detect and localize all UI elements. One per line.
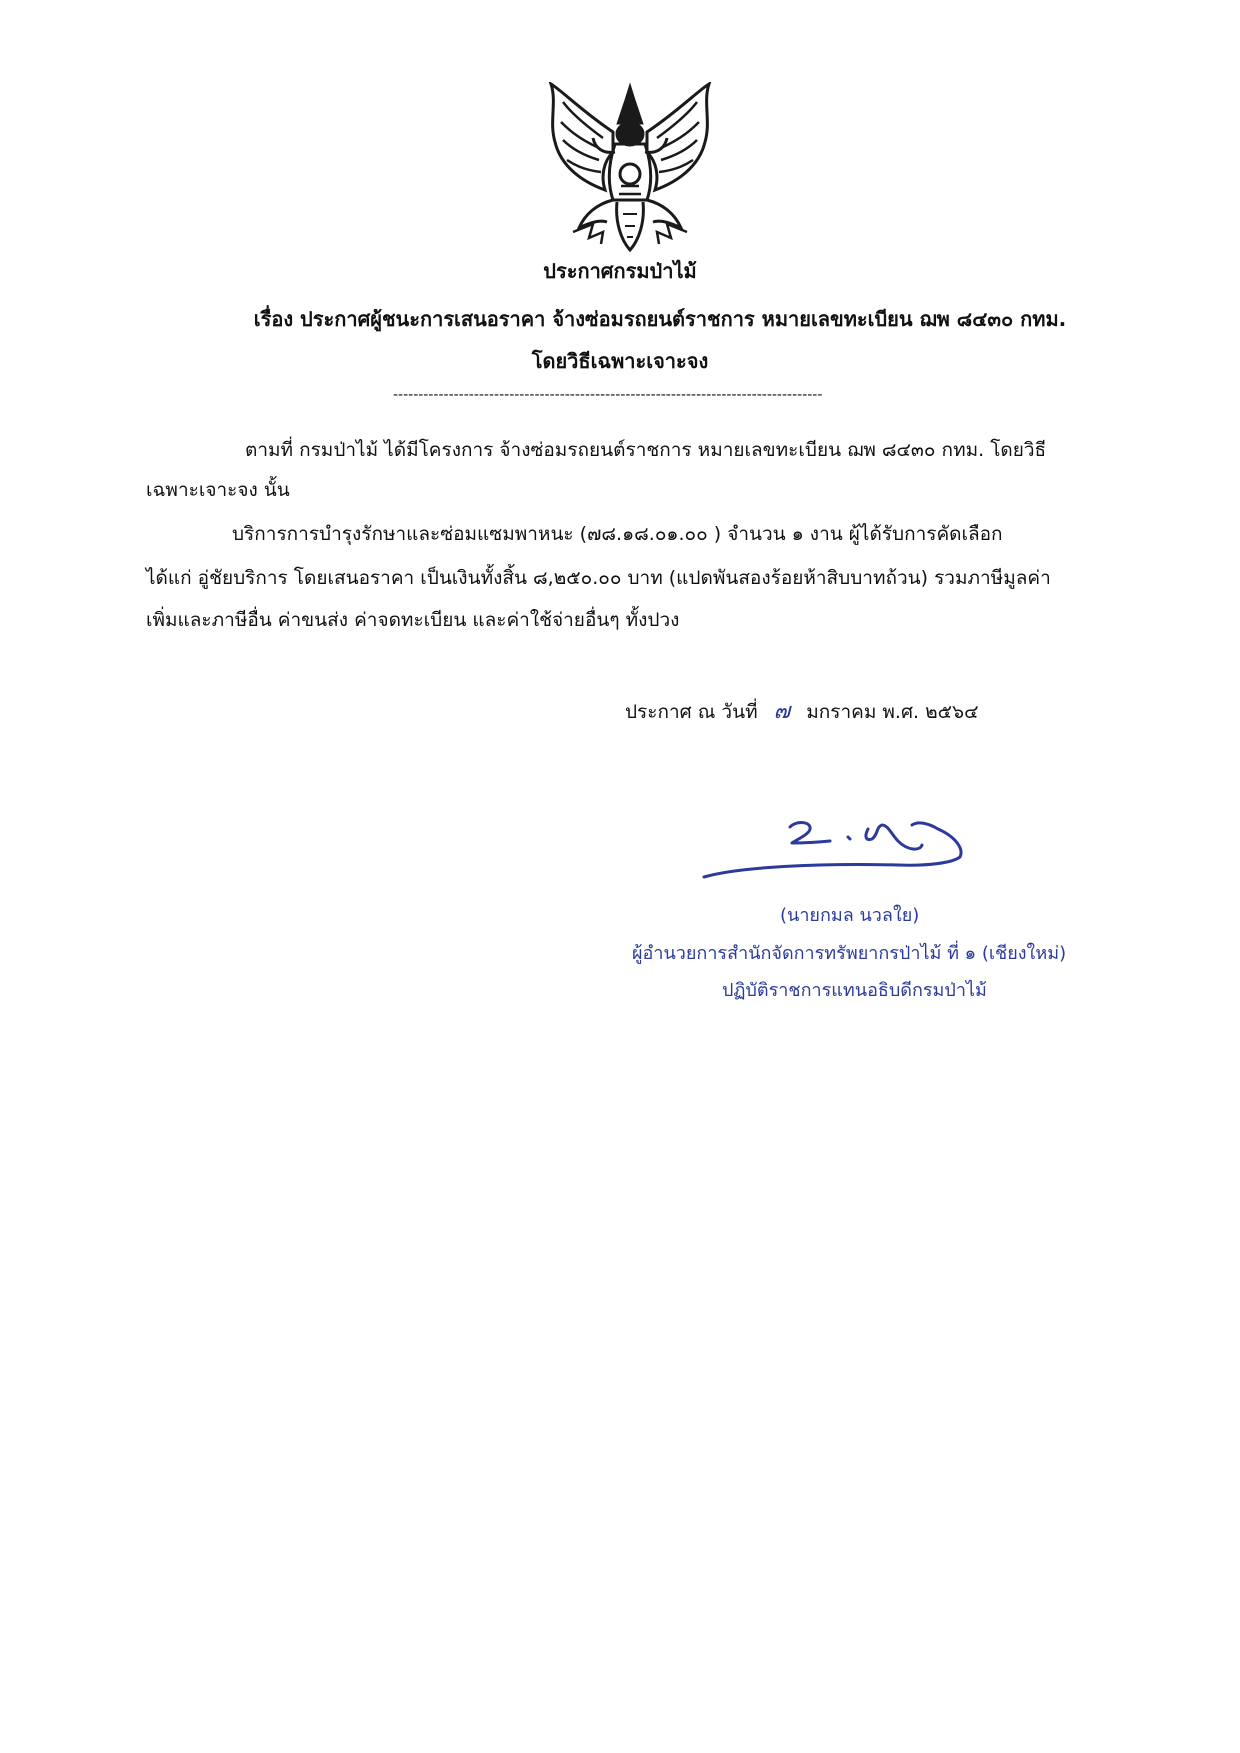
signer-position: ผู้อำนวยการสำนักจัดการทรัพยากรป่าไม้ ที่ ๑ (เชียงใหม่) — [632, 943, 1067, 964]
separator-line: ------------------------------------------------------------------------------------- — [393, 387, 823, 403]
paragraph-2-line-2: ได้แก่ อู่ชัยบริการ โดยเสนอราคา เป็นเงินทั้งสิ้น ๘,๒๕๐.๐๐ บาท (แปดพันสองร้อยห้าสิบบาทถ้วน) รวมภาษีมูลค่า — [146, 567, 1051, 589]
document-title: ประกาศกรมป่าไม้ — [543, 259, 697, 283]
paragraph-2-line-1: บริการการบำรุงรักษาและซ่อมแซมพาหนะ (๗๘.๑๘.๐๑.๐๐ ) จำนวน ๑ งาน ผู้ได้รับการคัดเลือก — [232, 523, 1003, 545]
paragraph-1-line-1: ตามที่ กรมป่าไม้ ได้มีโครงการ จ้างซ่อมรถยนต์ราชการ หมายเลขทะเบียน ฌพ ๘๔๓๐ กทม. โดยวิธี — [245, 439, 1047, 461]
date-suffix: มกราคม พ.ศ. ๒๕๖๔ — [806, 701, 979, 723]
signer-name: (นายกมล นวลใย) — [780, 905, 920, 926]
document-subject: เรื่อง ประกาศผู้ชนะการเสนอราคา จ้างซ่อมรถยนต์ราชการ หมายเลขทะเบียน ฌพ ๘๔๓๐ กทม. — [253, 307, 1067, 331]
signer-acting-role: ปฏิบัติราชการแทนอธิบดีกรมป่าไม้ — [722, 980, 987, 1001]
date-day: ๗ — [773, 699, 791, 724]
procurement-method: โดยวิธีเฉพาะเจาะจง — [531, 349, 709, 373]
paragraph-2-line-3: เพิ่มและภาษีอื่น ค่าขนส่ง ค่าจดทะเบียน และค่าใช้จ่ายอื่นๆ ทั้งปวง — [146, 609, 680, 631]
garuda-emblem-icon — [543, 82, 718, 252]
date-prefix: ประกาศ ณ วันที่ — [625, 701, 758, 723]
paragraph-1-line-2: เฉพาะเจาะจง นั้น — [146, 479, 290, 501]
announcement-date — [625, 693, 978, 728]
handwritten-signature — [698, 805, 973, 885]
